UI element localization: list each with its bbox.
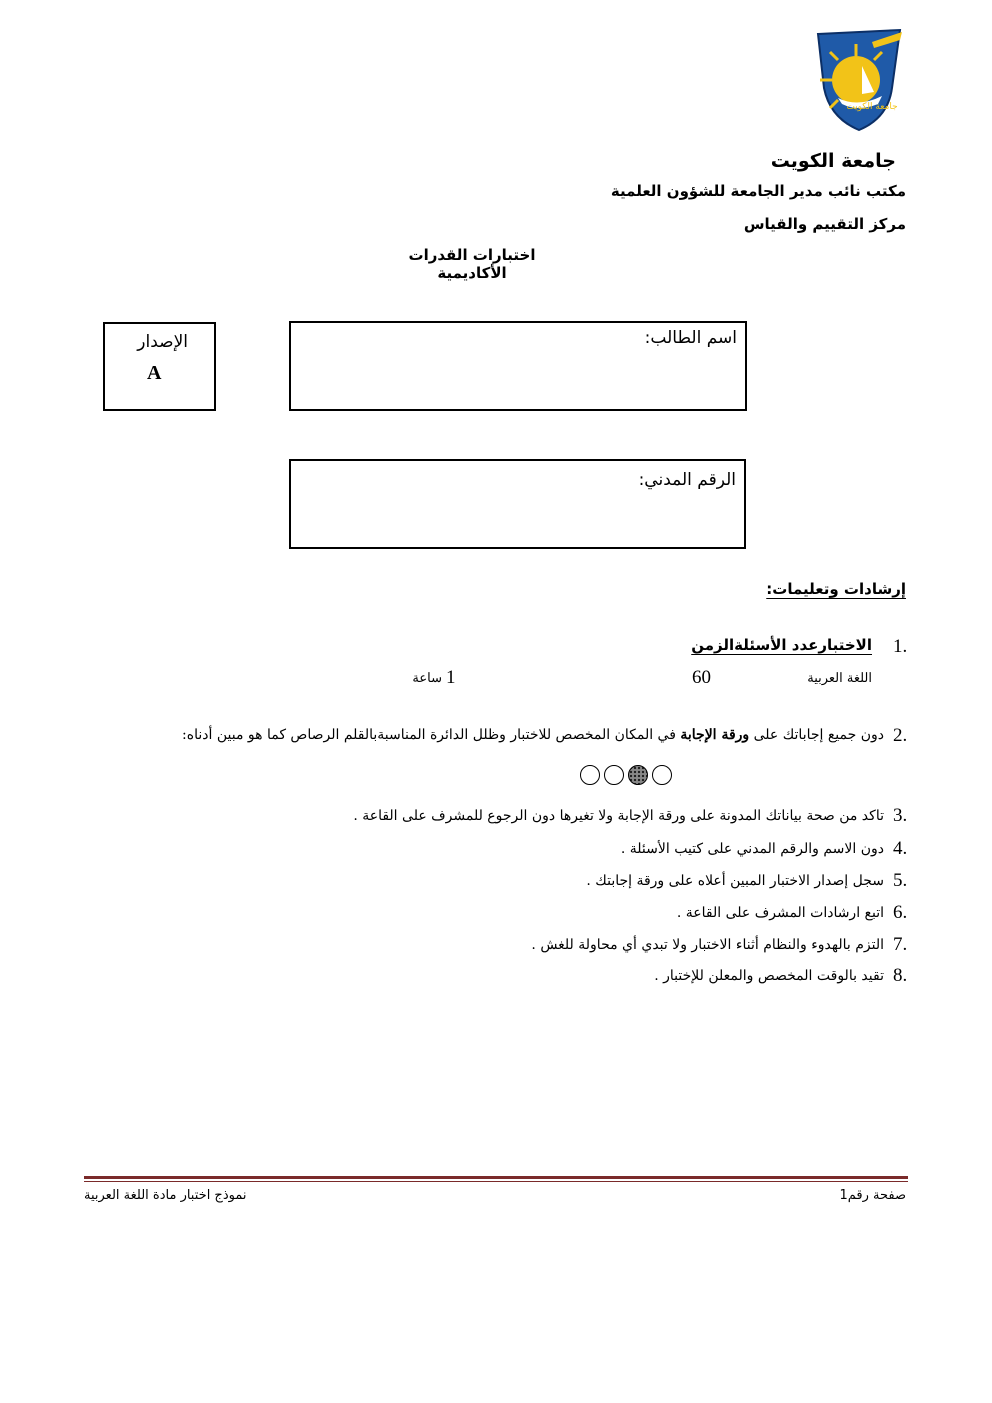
version-label: الإصدار bbox=[137, 332, 188, 352]
version-value: A bbox=[147, 362, 162, 384]
footer-rule bbox=[84, 1176, 908, 1182]
instructions-heading: إرشادات وتعليمات: bbox=[766, 580, 906, 598]
student-name-box[interactable] bbox=[289, 321, 747, 411]
office-name: مكتب نائب مدير الجامعة للشؤون العلمية bbox=[610, 182, 906, 200]
student-name-label: اسم الطالب: bbox=[644, 328, 737, 348]
item-6-number: 6. bbox=[893, 902, 908, 923]
footer-model-name: نموذج اختبار مادة اللغة العربية bbox=[84, 1188, 247, 1203]
item-2-number: 2. bbox=[893, 725, 908, 746]
item-5-text: سجل إصدار الاختبار المبين أعلاه على ورقة إجابتك . bbox=[586, 873, 884, 889]
bubble-empty-icon bbox=[580, 765, 600, 785]
item-4-text: دون الاسم والرقم المدني على كتيب الأسئلة . bbox=[620, 841, 884, 857]
item-1-subject: اللغة العربية bbox=[807, 671, 872, 686]
footer-page-label: صفحة رقم bbox=[847, 1188, 906, 1203]
version-box bbox=[103, 322, 216, 411]
civil-id-label: الرقم المدني: bbox=[638, 470, 736, 490]
bubble-example bbox=[576, 764, 672, 785]
center-name: مركز التقييم والقياس bbox=[743, 215, 906, 233]
item-4-number: 4. bbox=[893, 838, 908, 859]
university-logo bbox=[812, 26, 906, 132]
footer-page-number: 1 bbox=[839, 1188, 848, 1203]
item-1-question-count: 60 bbox=[692, 667, 711, 688]
item-8-text: تقيد بالوقت المخصص والمعلن للإختبار . bbox=[654, 968, 884, 984]
item-1-number: 1. bbox=[893, 636, 908, 657]
logo-text: جامعة الكويت bbox=[846, 102, 898, 112]
item-3-text: تاكد من صحة بياناتك المدونة على ورقة الإجابة ولا تغيرها دون الرجوع للمشرف على القاعة . bbox=[353, 808, 884, 824]
item-2-text-after: في المكان المخصص للاختبار وظلل الدائرة المناسبةبالقلم الرصاص كما هو مبين أدناه: bbox=[182, 727, 676, 743]
item-1-time-value: 1 bbox=[446, 667, 456, 688]
item-7-text: التزم بالهدوء والنظام أثناء الاختبار ولا تبدي أي محاولة للغش . bbox=[531, 937, 884, 953]
footer-page bbox=[839, 1188, 906, 1203]
university-name: جامعة الكويت bbox=[770, 150, 896, 172]
civil-id-box[interactable] bbox=[289, 459, 746, 549]
item-2-text bbox=[182, 727, 884, 743]
bubble-empty-icon bbox=[604, 765, 624, 785]
item-5-number: 5. bbox=[893, 870, 908, 891]
item-7-number: 7. bbox=[893, 934, 908, 955]
exam-title: اختبارات القدرات الأكاديمية bbox=[408, 246, 536, 282]
item-6-text: اتبع ارشادات المشرف على القاعة . bbox=[676, 905, 884, 921]
item-2-text-before: دون جميع إجاباتك على bbox=[753, 727, 884, 743]
item-3-number: 3. bbox=[893, 805, 908, 826]
item-8-number: 8. bbox=[893, 965, 908, 986]
bubble-filled-icon bbox=[628, 765, 648, 785]
bubble-empty-icon bbox=[652, 765, 672, 785]
item-2-text-bold: ورقة الإجابة bbox=[680, 727, 750, 743]
item-1-headers: الاختبارعدد الأسئلةالزمن bbox=[691, 636, 872, 654]
item-1-time-unit: ساعة bbox=[412, 671, 442, 686]
